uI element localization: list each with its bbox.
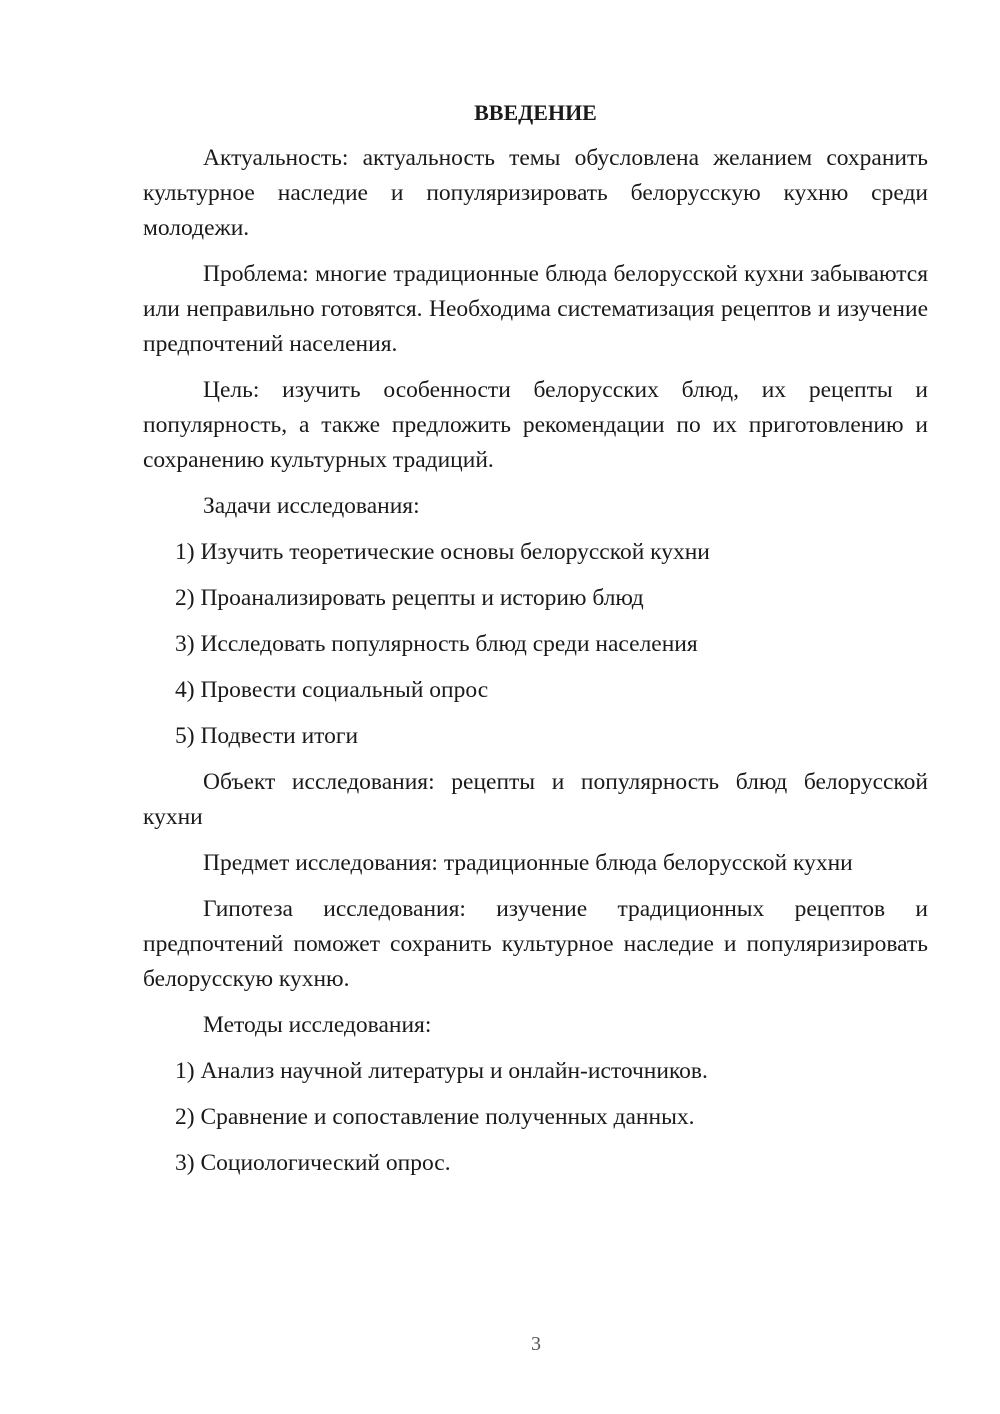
goal-paragraph: Цель: изучить особенности белорусских блюд, их рецепты и популярность, а также предложить рекомендации по их приготовлению и сохранению культурных традиций. (143, 377, 928, 473)
methods-label: Методы исследования: (203, 1012, 432, 1038)
task-item: 2) Проанализировать рецепты и историю блюд (175, 585, 644, 611)
method-item: 3) Социологический опрос. (175, 1150, 451, 1176)
hypothesis-paragraph: Гипотеза исследования: изучение традиционных рецептов и предпочтений поможет сохранить культурное наследие и популяризировать белорусскую кухню. (143, 896, 928, 992)
page-content (143, 95, 928, 1192)
subject-paragraph: Предмет исследования: традиционные блюда белорусской кухни (203, 850, 853, 876)
task-item: 4) Провести социальный опрос (175, 677, 489, 703)
page-number: 3 (531, 1333, 541, 1355)
task-item: 5) Подвести итоги (175, 723, 359, 749)
task-item: 3) Исследовать популярность блюд среди населения (175, 631, 698, 657)
relevance-paragraph: Актуальность: актуальность темы обусловлена желанием сохранить культурное наследие и популяризировать белорусскую кухню среди молодежи. (143, 145, 928, 241)
method-item: 2) Сравнение и сопоставление полученных данных. (175, 1104, 695, 1130)
task-item: 1) Изучить теоретические основы белорусской кухни (175, 539, 710, 565)
method-item: 1) Анализ научной литературы и онлайн-источников. (175, 1058, 708, 1084)
tasks-label: Задачи исследования: (203, 493, 420, 519)
problem-paragraph: Проблема: многие традиционные блюда белорусской кухни забываются или неправильно готовятся. Необходима систематизация рецептов и изучение предпочтений населения. (143, 261, 928, 357)
object-paragraph: Объект исследования: рецепты и популярность блюд белорусской кухни (143, 769, 928, 830)
page-title: ВВЕДЕНИЕ (474, 100, 597, 125)
